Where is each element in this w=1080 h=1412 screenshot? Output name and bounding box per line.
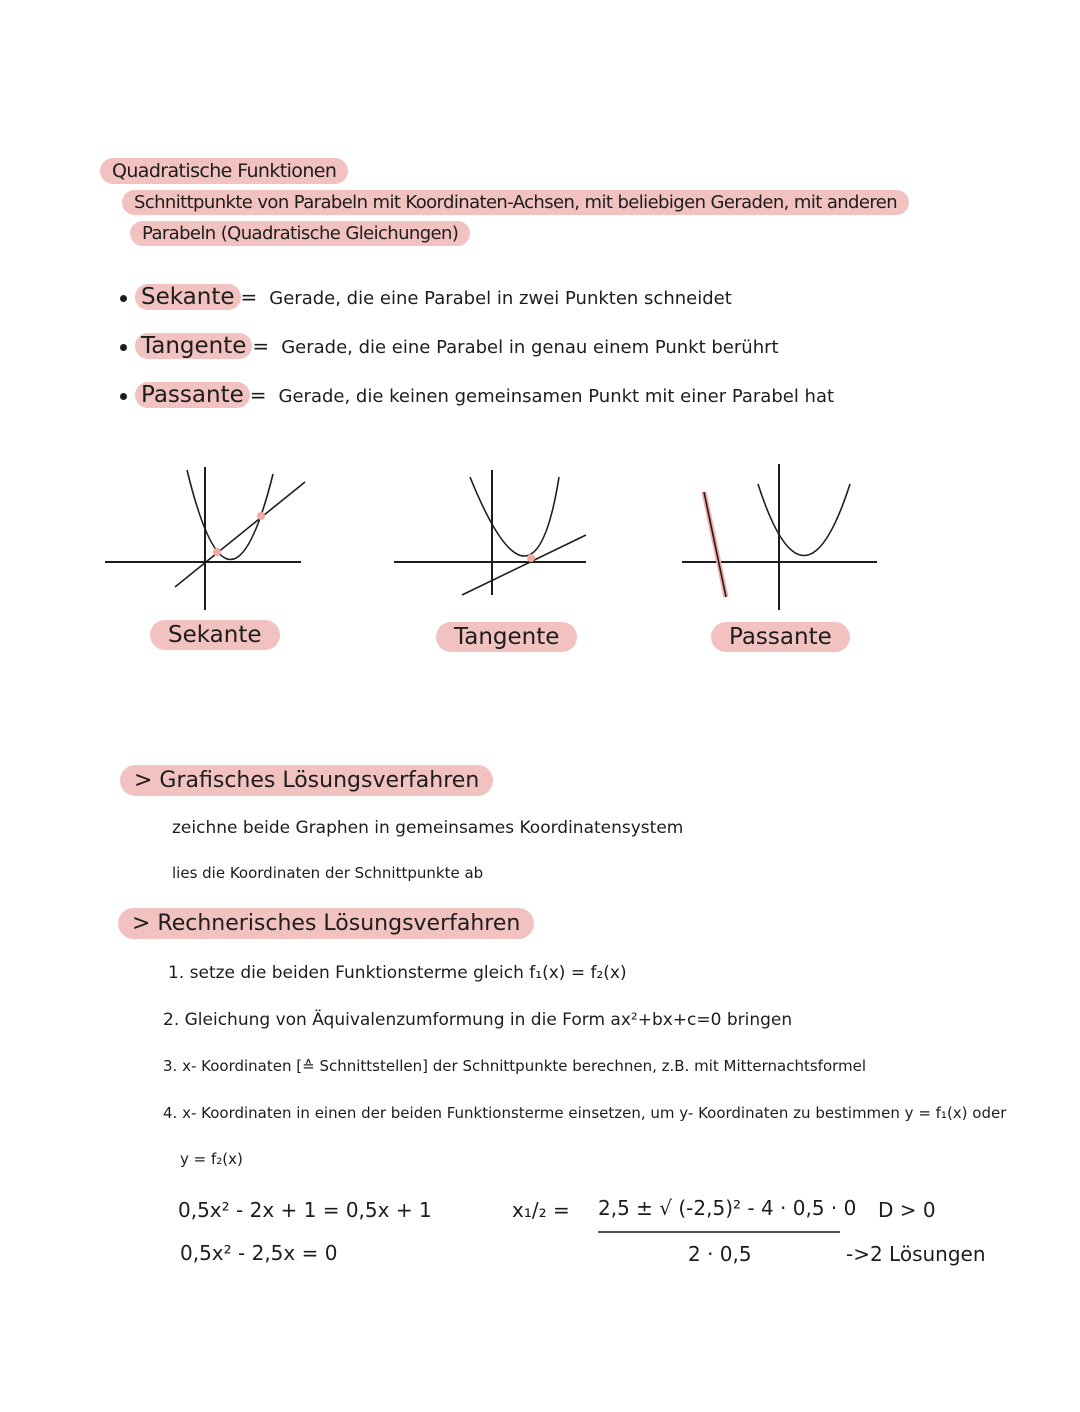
definition-text: Gerade, die eine Parabel in zwei Punkten schneidet: [269, 288, 732, 309]
graph-label-tangente: Tangente: [436, 622, 577, 652]
bullet-icon: [120, 295, 127, 302]
graph-label-passante: Passante: [711, 622, 850, 652]
graph-sekante: [105, 462, 305, 612]
example-equation-2: 0,5x² - 2,5x = 0: [180, 1241, 338, 1265]
definition-separator: =: [249, 383, 267, 407]
formula-denominator: 2 · 0,5: [688, 1242, 752, 1266]
graph-passante: [682, 462, 882, 612]
graph-label-sekante: Sekante: [150, 620, 280, 650]
definition-text: Gerade, die keinen gemeinsamen Punkt mit einer Parabel hat: [278, 386, 835, 407]
definition-term: Passante: [135, 382, 250, 408]
definition-separator: =: [252, 334, 270, 358]
section-heading-rechnerisch: > Rechnerisches Lösungsverfahren: [118, 908, 534, 939]
subtitle-line-2: Parabeln (Quadratische Gleichungen): [130, 221, 470, 246]
definition-separator: =: [240, 285, 258, 309]
computational-step-2: 2. Gleichung von Äquivalenzumformung in die Form ax²+bx+c=0 bringen: [163, 1010, 793, 1030]
definition-sekante: [120, 284, 732, 310]
computational-step-1: 1. setze die beiden Funktionsterme gleich f₁(x) = f₂(x): [168, 963, 627, 983]
touch-point: [527, 554, 535, 562]
passing-line: [704, 492, 726, 597]
formula-numerator: 2,5 ± √ (-2,5)² - 4 · 0,5 · 0: [598, 1196, 857, 1220]
definition-term: Sekante: [135, 284, 241, 310]
graph-tangente: [394, 465, 594, 605]
subtitle-line-1: Schnittpunkte von Parabeln mit Koordinaten-Achsen, mit beliebigen Geraden, mit anderen: [122, 190, 909, 215]
computational-step-3: 3. x- Koordinaten [≙ Schnittstellen] der Schnittpunkte berechnen, z.B. mit Mitternachtsformel: [163, 1057, 867, 1075]
intersection-point: [257, 512, 265, 520]
solution-count: ->2 Lösungen: [846, 1242, 986, 1266]
page-title: Quadratische Funktionen: [100, 158, 348, 184]
section-heading-grafisch: > Grafisches Lösungsverfahren: [120, 765, 493, 796]
fraction-bar: [598, 1230, 842, 1234]
computational-step-4: 4. x- Koordinaten in einen der beiden Funktionsterme einsetzen, um y- Koordinaten zu bestimmen y = f₁(x) oder: [163, 1104, 1007, 1122]
tangent-line: [462, 535, 586, 595]
parabola: [470, 477, 559, 556]
discriminant: D > 0: [878, 1198, 936, 1222]
definition-text: Gerade, die eine Parabel in genau einem Punkt berührt: [281, 337, 779, 358]
intersection-point: [213, 548, 221, 556]
definition-term: Tangente: [135, 333, 252, 359]
graphical-step-2: lies die Koordinaten der Schnittpunkte ab: [172, 864, 484, 882]
definition-passante: [120, 382, 834, 408]
example-equation-1: 0,5x² - 2x + 1 = 0,5x + 1: [178, 1198, 432, 1222]
definition-tangente: [120, 333, 779, 359]
bullet-icon: [120, 393, 127, 400]
graphical-step-1: zeichne beide Graphen in gemeinsames Koordinatensystem: [172, 818, 684, 838]
parabola: [758, 484, 850, 556]
bullet-icon: [120, 344, 127, 351]
computational-step-4-cont: y = f₂(x): [180, 1150, 243, 1168]
formula-lhs: x₁/₂ =: [512, 1198, 570, 1222]
